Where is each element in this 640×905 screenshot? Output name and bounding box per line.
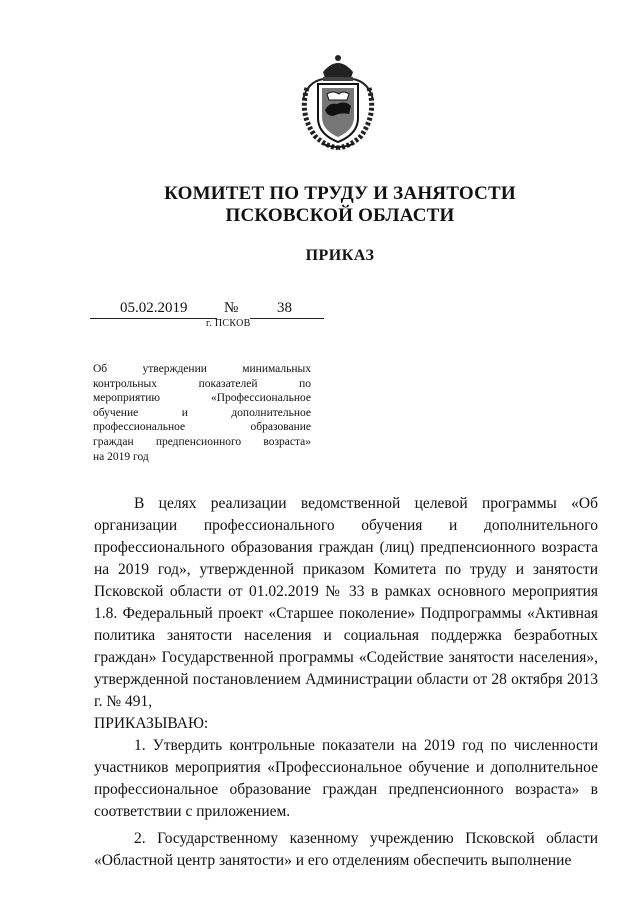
order-item-1: 1. Утвердить контрольные показатели на 2019 год по численности участников мероприятия «Профессиональное обучение и дополнительное профессиональное образование граждан предпенсионного возраста» в соответствии с приложением.	[94, 737, 598, 820]
order-city: г. ПСКОВ	[206, 318, 251, 329]
organization-title-line1: КОМИТЕТ ПО ТРУДУ И ЗАНЯТОСТИ	[164, 183, 516, 204]
subject-line: на 2019 год	[93, 450, 149, 463]
order-subject	[93, 362, 311, 464]
ordering-word: ПРИКАЗЫВАЮ:	[94, 715, 209, 732]
date-underline	[90, 318, 217, 319]
order-date: 05.02.2019	[120, 300, 188, 316]
subject-line: Об утверждении минимальных	[93, 363, 311, 375]
subject-line: профессиональное образование	[93, 421, 311, 434]
subject-line: мероприятию «Профессиональное	[93, 392, 311, 405]
order-number-label: №	[224, 300, 239, 316]
order-number: 38	[277, 300, 292, 316]
organization-title-line2: ПСКОВСКОЙ ОБЛАСТИ	[225, 205, 455, 226]
organization-title	[150, 183, 530, 227]
subject-line: контрольных показателей по	[93, 377, 311, 390]
coat-of-arms-emblem	[293, 52, 383, 150]
subject-line: обучение и дополнительное	[93, 406, 311, 419]
document-type: ПРИКАЗ	[305, 247, 375, 264]
preamble-paragraph: В целях реализации ведомственной целевой программы «Об организации профессионального обучения и дополнительного профессионального образования граждан (лиц) предпенсионного возраста на 2019 год», утвержденной приказом Комитета по труду и занятости Псковской области от 01.02.2019 № 33 в рамках основного мероприятия 1.8. Федеральный проект «Старшее поколение» Подпрограммы «Активная политика занятости населения и социальная поддержка безработных граждан» Государственной программы «Содействие занятости населения», утвержденной постановлением Администрации области от 28 октября 2013 г. № 491,	[94, 495, 598, 710]
subject-line: граждан предпенсионного возраста»	[93, 435, 311, 448]
number-underline	[250, 318, 324, 319]
order-item-2: 2. Государственному казенному учреждению Псковской области «Областной центр занятости» и его отделениям обеспечить выполнение	[94, 830, 598, 869]
order-body	[94, 493, 598, 872]
